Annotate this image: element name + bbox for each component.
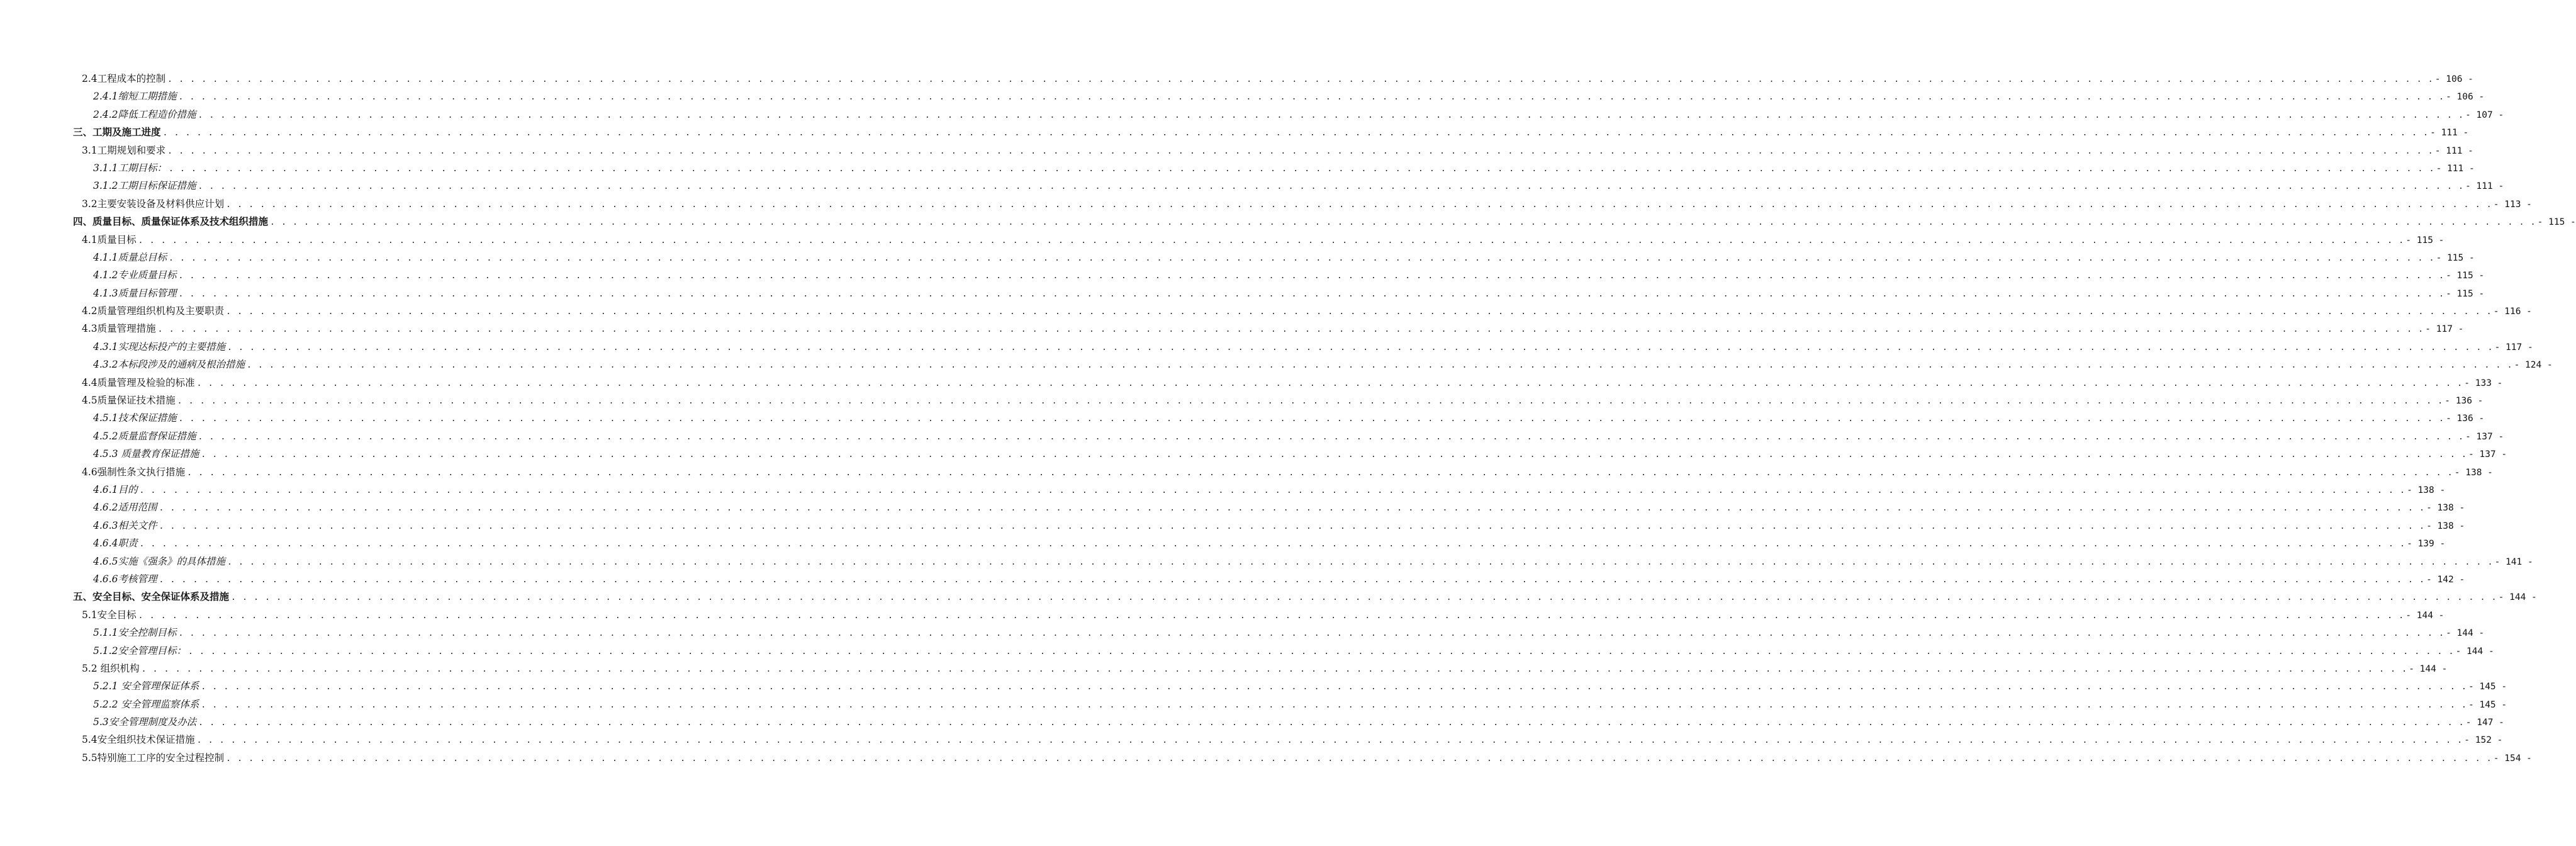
toc-entry-title: 5.2.1 安全管理保证体系 [93,680,199,692]
toc-dot-leader: . . . . . . . . . . . . . . . . . . . . . . . . . . . . . . . . . . . . . . . . . . . . . . . . . . . . . . . . . . . . . . . . . . . . . . . . . . . . . . . . . . . . . . . . . . . . . . . . . . . . . . . . . . . . . . . . . . . . . . . . . . . . . . . . . . . . . . . . . . . . . . . . . . . . . . . . . . . . . . . . . . . . . . . . . . . . . . . . . . . . . . . . . . . . . . . . . . . . . . . . [188,646,2455,657]
toc-entry-title: 4.5.1技术保证措施 [93,412,177,424]
toc-page-number: - 136 - [2446,414,2485,424]
toc-dot-leader: . . . . . . . . . . . . . . . . . . . . . . . . . . . . . . . . . . . . . . . . . . . . . . . . . . . . . . . . . . . . . . . . . . . . . . . . . . . . . . . . . . . . . . . . . . . . . . . . . . . . . . . . . . . . . . . . . . . . . . . . . . . . . . . . . . . . . . . . . . . . . . . . . . . . . . . . . . . . . . . . . . . . . . . . . . . . . . . . . . . . . . . . . . . . . . . . . . . . . . . . [201,700,2468,710]
toc-dot-leader: . . . . . . . . . . . . . . . . . . . . . . . . . . . . . . . . . . . . . . . . . . . . . . . . . . . . . . . . . . . . . . . . . . . . . . . . . . . . . . . . . . . . . . . . . . . . . . . . . . . . . . . . . . . . . . . . . . . . . . . . . . . . . . . . . . . . . . . . . . . . . . . . . . . . . . . . . . . . . . . . . . . . . . . . . . . . . . . . . . . . . . . . . . . . . . . . . . . . . . . . [198,182,2465,192]
toc-dot-leader: . . . . . . . . . . . . . . . . . . . . . . . . . . . . . . . . . . . . . . . . . . . . . . . . . . . . . . . . . . . . . . . . . . . . . . . . . . . . . . . . . . . . . . . . . . . . . . . . . . . . . . . . . . . . . . . . . . . . . . . . . . . . . . . . . . . . . . . . . . . . . . . . . . . . . . . . . . . . . . . . . . . . . . . . . . . . . . . . . . . . . . . . . . . . . . . . . . . . . . . . [227,342,2494,352]
toc-page-number: - 137 - [2468,449,2507,460]
toc-entry-level-3[interactable] [0,553,2533,570]
toc-entry-level-3[interactable] [0,642,2494,660]
toc-entry-line [93,445,2507,464]
toc-page-number: - 117 - [2425,324,2464,335]
toc-page-number: - 138 - [2407,485,2446,495]
toc-dot-leader: . . . . . . . . . . . . . . . . . . . . . . . . . . . . . . . . . . . . . . . . . . . . . . . . . . . . . . . . . . . . . . . . . . . . . . . . . . . . . . . . . . . . . . . . . . . . . . . . . . . . . . . . . . . . . . . . . . . . . . . . . . . . . . . . . . . . . . . . . . . . . . . . . . . . . . . . . . . . . . . . . . . . . . . . . . . . . . . . . . . . . . . . . . . . . . . . . . . . . . . . [177,397,2444,407]
toc-entry-title: 3.1.1工期目标： [93,162,167,174]
toc-dot-leader: . . . . . . . . . . . . . . . . . . . . . . . . . . . . . . . . . . . . . . . . . . . . . . . . . . . . . . . . . . . . . . . . . . . . . . . . . . . . . . . . . . . . . . . . . . . . . . . . . . . . . . . . . . . . . . . . . . . . . . . . . . . . . . . . . . . . . . . . . . . . . . . . . . . . . . . . . . . . . . . . . . . . . . . . . . . . . . . . . . . . . . . . . . . . . . . . . . . . . . . . [167,75,2434,84]
toc-entry-line [93,249,2475,268]
toc-entry-line [93,553,2533,572]
toc-entry-title: 4.6.5实施《强条》的具体措施 [93,555,225,567]
toc-entry-line [82,606,2444,625]
toc-entry-level-1[interactable] [0,213,2576,230]
toc-entry-title: 2.4.1缩短工期措施 [93,91,177,103]
toc-entry-title: 3.1工期规划和要求 [82,144,166,156]
toc-entry-line [93,713,2504,732]
toc-entry-line [82,142,2473,161]
toc-entry-title: 五、安全目标、安全保证体系及措施 [73,591,230,603]
toc-entry-level-3[interactable] [0,445,2507,463]
toc-entry-title: 5.5特别施工工序的安全过程控制 [82,752,225,764]
toc-entry-title: 4.1.2专业质量目标 [93,269,177,281]
toc-entry-title: 4.6.4职责 [93,538,138,550]
toc-page-number: - 115 - [2446,271,2485,281]
toc-entry-level-2[interactable] [0,749,2532,767]
toc-entry-title: 2.4.2降低工程造价措施 [93,108,196,120]
toc-page-number: - 138 - [2454,467,2493,478]
toc-entry-line [93,677,2507,696]
toc-entry-line [93,642,2494,661]
toc-dot-leader: . . . . . . . . . . . . . . . . . . . . . . . . . . . . . . . . . . . . . . . . . . . . . . . . . . . . . . . . . . . . . . . . . . . . . . . . . . . . . . . . . . . . . . . . . . . . . . . . . . . . . . . . . . . . . . . . . . . . . . . . . . . . . . . . . . . . . . . . . . . . . . . . . . . . . . . . . . . . . . . . . . . . . . . . . . . . . . . . . . . . . . . . . . . . . . . . . . . . . . . . [157,325,2424,335]
toc-entry-level-3[interactable] [0,87,2485,105]
toc-entry-title: 4.3.1实现达标投产的主要措施 [93,341,225,352]
toc-entry-level-3[interactable] [0,266,2485,284]
toc-entry-level-3[interactable] [0,356,2553,373]
toc-entry-title: 3.1.2工期目标保证措施 [93,180,196,192]
toc-dot-leader: . . . . . . . . . . . . . . . . . . . . . . . . . . . . . . . . . . . . . . . . . . . . . . . . . . . . . . . . . . . . . . . . . . . . . . . . . . . . . . . . . . . . . . . . . . . . . . . . . . . . . . . . . . . . . . . . . . . . . . . . . . . . . . . . . . . . . . . . . . . . . . . . . . . . . . . . . . . . . . . . . . . . . . . . . . . . . . . . . . . . . . . . . . . . . . . . . . . . . . . . [187,468,2453,478]
toc-entry-title: 4.6强制性条文执行措施 [82,466,186,478]
toc-entry-title: 3.2主要安装设备及材料供应计划 [82,198,225,210]
toc-entry-line [82,463,2493,482]
toc-entry-line [93,409,2485,428]
toc-page-number: - 133 - [2464,378,2503,388]
toc-page-number: - 111 - [2436,163,2475,174]
toc-page-number: - 115 - [2405,235,2444,245]
toc-page-number: - 145 - [2468,682,2507,692]
toc-entry-level-3[interactable] [0,499,2465,516]
toc-entry-line [93,696,2507,714]
toc-entry-line [93,534,2446,553]
toc-entry-line [93,499,2465,517]
toc-page-number: - 111 - [2434,145,2473,156]
toc-dot-leader: . . . . . . . . . . . . . . . . . . . . . . . . . . . . . . . . . . . . . . . . . . . . . . . . . . . . . . . . . . . . . . . . . . . . . . . . . . . . . . . . . . . . . . . . . . . . . . . . . . . . . . . . . . . . . . . . . . . . . . . . . . . . . . . . . . . . . . . . . . . . . . . . . . . . . . . . . . . . . . . . . . . . . . . . . . . . . . . . . . . . . . . . . . . . . . . . . . . . . . . . [227,557,2494,567]
toc-entry-title: 4.4质量管理及检验的标准 [82,376,195,388]
toc-entry-level-2[interactable] [0,195,2532,213]
toc-entry-title: 三、工期及施工进度 [73,127,161,138]
toc-entry-title: 四、质量目标、质量保证体系及技术组织措施 [73,216,269,228]
toc-page-number: - 116 - [2493,307,2532,317]
toc-entry-title: 4.5.2质量监督保证措施 [93,430,196,442]
toc-entry-title: 4.6.3相关文件 [93,519,157,531]
toc-entry-title: 4.6.1目的 [93,483,138,495]
toc-entry-line [93,285,2485,303]
toc-entry-level-3[interactable] [0,159,2475,177]
toc-entry-level-3[interactable] [0,285,2485,302]
toc-page-number: - 138 - [2426,503,2465,514]
toc-dot-leader: . . . . . . . . . . . . . . . . . . . . . . . . . . . . . . . . . . . . . . . . . . . . . . . . . . . . . . . . . . . . . . . . . . . . . . . . . . . . . . . . . . . . . . . . . . . . . . . . . . . . . . . . . . . . . . . . . . . . . . . . . . . . . . . . . . . . . . . . . . . . . . . . . . . . . . . . . . . . . . . . . . . . . . . . . . . . . . . . . . . . . . . . . . . . . . . . . . . . . . . . [139,539,2406,550]
toc-dot-leader: . . . . . . . . . . . . . . . . . . . . . . . . . . . . . . . . . . . . . . . . . . . . . . . . . . . . . . . . . . . . . . . . . . . . . . . . . . . . . . . . . . . . . . . . . . . . . . . . . . . . . . . . . . . . . . . . . . . . . . . . . . . . . . . . . . . . . . . . . . . . . . . . . . . . . . . . . . . . . . . . . . . . . . . . . . . . . . . . . . . . . . . . . . . . . . . . . . . . . . . . [270,218,2536,228]
toc-entry-level-2[interactable] [0,70,2473,87]
toc-entry-line [82,731,2503,750]
toc-dot-leader: . . . . . . . . . . . . . . . . . . . . . . . . . . . . . . . . . . . . . . . . . . . . . . . . . . . . . . . . . . . . . . . . . . . . . . . . . . . . . . . . . . . . . . . . . . . . . . . . . . . . . . . . . . . . . . . . . . . . . . . . . . . . . . . . . . . . . . . . . . . . . . . . . . . . . . . . . . . . . . . . . . . . . . . . . . . . . . . . . . . . . . . . . . . . . . . . . . . . . . . . [138,235,2405,245]
toc-entry-line [93,481,2446,500]
toc-entry-level-2[interactable] [0,392,2484,409]
toc-entry-title: 4.6.2适用范围 [93,502,157,514]
toc-entry-line [93,427,2504,446]
toc-entry-line [93,106,2504,125]
toc-entry-level-2[interactable] [0,302,2532,320]
toc-entry-line [93,624,2485,643]
toc-page-number: - 139 - [2407,539,2446,550]
toc-entry-title: 4.5质量保证技术措施 [82,395,176,407]
toc-page-number: - 124 - [2514,360,2553,371]
toc-entry-line [82,392,2484,410]
toc-entry-level-2[interactable] [0,660,2448,677]
toc-entry-level-2[interactable] [0,231,2444,249]
toc-entry-line [73,123,2469,142]
toc-entry-title: 5.1.2安全管理目标： [93,645,186,657]
toc-entry-level-3[interactable] [0,427,2504,445]
toc-dot-leader: . . . . . . . . . . . . . . . . . . . . . . . . . . . . . . . . . . . . . . . . . . . . . . . . . . . . . . . . . . . . . . . . . . . . . . . . . . . . . . . . . . . . . . . . . . . . . . . . . . . . . . . . . . . . . . . . . . . . . . . . . . . . . . . . . . . . . . . . . . . . . . . . . . . . . . . . . . . . . . . . . . . . . . . . . . . . . . . . . . . . . . . . . . . . . . . . . . . . . . . . [201,682,2468,692]
toc-entry-title: 5.1.1安全控制目标 [93,627,177,639]
toc-page-number: - 111 - [2465,181,2504,192]
toc-page-number: - 142 - [2426,574,2465,585]
toc-entry-title: 4.3质量管理措施 [82,323,156,335]
toc-entry-level-3[interactable] [0,481,2446,499]
toc-dot-leader: . . . . . . . . . . . . . . . . . . . . . . . . . . . . . . . . . . . . . . . . . . . . . . . . . . . . . . . . . . . . . . . . . . . . . . . . . . . . . . . . . . . . . . . . . . . . . . . . . . . . . . . . . . . . . . . . . . . . . . . . . . . . . . . . . . . . . . . . . . . . . . . . . . . . . . . . . . . . . . . . . . . . . . . . . . . . . . . . . . . . . . . . . . . . . . . . . . . . . . . . [196,378,2463,388]
toc-dot-leader: . . . . . . . . . . . . . . . . . . . . . . . . . . . . . . . . . . . . . . . . . . . . . . . . . . . . . . . . . . . . . . . . . . . . . . . . . . . . . . . . . . . . . . . . . . . . . . . . . . . . . . . . . . . . . . . . . . . . . . . . . . . . . . . . . . . . . . . . . . . . . . . . . . . . . . . . . . . . . . . . . . . . . . . . . . . . . . . . . . . . . . . . . . . . . . . . . . . . . . . . [178,414,2445,424]
toc-entry-line [82,320,2464,339]
toc-page-number: - 147 - [2465,718,2504,728]
toc-page-number: - 138 - [2426,521,2465,531]
toc-page-number: - 115 - [2537,217,2576,228]
toc-entry-title: 5.4安全组织技术保证措施 [82,734,195,746]
toc-page-number: - 113 - [2493,199,2532,210]
toc-page-number: - 115 - [2446,288,2485,299]
toc-entry-line [73,213,2576,232]
toc-dot-leader: . . . . . . . . . . . . . . . . . . . . . . . . . . . . . . . . . . . . . . . . . . . . . . . . . . . . . . . . . . . . . . . . . . . . . . . . . . . . . . . . . . . . . . . . . . . . . . . . . . . . . . . . . . . . . . . . . . . . . . . . . . . . . . . . . . . . . . . . . . . . . . . . . . . . . . . . . . . . . . . . . . . . . . . . . . . . . . . . . . . . . . . . . . . . . . . . . . . . . . . . [168,164,2435,174]
toc-dot-leader: . . . . . . . . . . . . . . . . . . . . . . . . . . . . . . . . . . . . . . . . . . . . . . . . . . . . . . . . . . . . . . . . . . . . . . . . . . . . . . . . . . . . . . . . . . . . . . . . . . . . . . . . . . . . . . . . . . . . . . . . . . . . . . . . . . . . . . . . . . . . . . . . . . . . . . . . . . . . . . . . . . . . . . . . . . . . . . . . . . . . . . . . . . . . . . . . . . . . . . . . [198,718,2465,728]
toc-entry-line [93,570,2465,589]
toc-page-number: - 111 - [2430,128,2469,138]
table-of-contents [0,70,2576,767]
toc-entry-level-3[interactable] [0,713,2504,731]
toc-dot-leader: . . . . . . . . . . . . . . . . . . . . . . . . . . . . . . . . . . . . . . . . . . . . . . . . . . . . . . . . . . . . . . . . . . . . . . . . . . . . . . . . . . . . . . . . . . . . . . . . . . . . . . . . . . . . . . . . . . . . . . . . . . . . . . . . . . . . . . . . . . . . . . . . . . . . . . . . . . . . . . . . . . . . . . . . . . . . . . . . . . . . . . . . . . . . . . . . . . . . . . . . [168,253,2435,263]
toc-dot-leader: . . . . . . . . . . . . . . . . . . . . . . . . . . . . . . . . . . . . . . . . . . . . . . . . . . . . . . . . . . . . . . . . . . . . . . . . . . . . . . . . . . . . . . . . . . . . . . . . . . . . . . . . . . . . . . . . . . . . . . . . . . . . . . . . . . . . . . . . . . . . . . . . . . . . . . . . . . . . . . . . . . . . . . . . . . . . . . . . . . . . . . . . . . . . . . . . . . . . . . . . [162,128,2429,138]
toc-entry-level-3[interactable] [0,624,2485,641]
toc-entry-level-3[interactable] [0,249,2475,266]
toc-dot-leader: . . . . . . . . . . . . . . . . . . . . . . . . . . . . . . . . . . . . . . . . . . . . . . . . . . . . . . . . . . . . . . . . . . . . . . . . . . . . . . . . . . . . . . . . . . . . . . . . . . . . . . . . . . . . . . . . . . . . . . . . . . . . . . . . . . . . . . . . . . . . . . . . . . . . . . . . . . . . . . . . . . . . . . . . . . . . . . . . . . . . . . . . . . . . . . . . . . . . . . . . [198,110,2465,120]
toc-entry-level-2[interactable] [0,463,2493,481]
toc-entry-line [82,374,2503,393]
toc-page-number: - 141 - [2494,556,2533,567]
toc-entry-level-1[interactable] [0,588,2537,606]
toc-entry-line [93,338,2533,357]
toc-entry-level-2[interactable] [0,142,2473,159]
toc-page-number: - 107 - [2465,110,2504,120]
toc-page-number: - 144 - [2405,610,2444,621]
toc-dot-leader: . . . . . . . . . . . . . . . . . . . . . . . . . . . . . . . . . . . . . . . . . . . . . . . . . . . . . . . . . . . . . . . . . . . . . . . . . . . . . . . . . . . . . . . . . . . . . . . . . . . . . . . . . . . . . . . . . . . . . . . . . . . . . . . . . . . . . . . . . . . . . . . . . . . . . . . . . . . . . . . . . . . . . . . . . . . . . . . . . . . . . . . . . . . . . . . . . . . . . . . . [178,93,2445,103]
toc-dot-leader: . . . . . . . . . . . . . . . . . . . . . . . . . . . . . . . . . . . . . . . . . . . . . . . . . . . . . . . . . . . . . . . . . . . . . . . . . . . . . . . . . . . . . . . . . . . . . . . . . . . . . . . . . . . . . . . . . . . . . . . . . . . . . . . . . . . . . . . . . . . . . . . . . . . . . . . . . . . . . . . . . . . . . . . . . . . . . . . . . . . . . . . . . . . . . . . . . . . . . . . . [246,361,2513,371]
toc-page-number: - 117 - [2494,342,2533,352]
toc-entry-line [93,266,2485,285]
toc-entry-line [93,177,2504,196]
toc-entry-title: 4.1.1质量总目标 [93,251,167,263]
toc-entry-line [82,70,2473,89]
toc-entry-level-3[interactable] [0,338,2533,356]
toc-entry-level-2[interactable] [0,606,2444,624]
toc-entry-level-1[interactable] [0,123,2469,141]
toc-page-number: - 136 - [2444,396,2484,407]
toc-entry-level-3[interactable] [0,677,2507,695]
toc-page-number: - 115 - [2436,252,2475,263]
toc-dot-leader: . . . . . . . . . . . . . . . . . . . . . . . . . . . . . . . . . . . . . . . . . . . . . . . . . . . . . . . . . . . . . . . . . . . . . . . . . . . . . . . . . . . . . . . . . . . . . . . . . . . . . . . . . . . . . . . . . . . . . . . . . . . . . . . . . . . . . . . . . . . . . . . . . . . . . . . . . . . . . . . . . . . . . . . . . . . . . . . . . . . . . . . . . . . . . . . . . . . . . . . . [141,664,2408,674]
toc-entry-title: 4.1.3质量目标管理 [93,287,177,299]
toc-entry-title: 5.1安全目标 [82,609,137,621]
toc-dot-leader: . . . . . . . . . . . . . . . . . . . . . . . . . . . . . . . . . . . . . . . . . . . . . . . . . . . . . . . . . . . . . . . . . . . . . . . . . . . . . . . . . . . . . . . . . . . . . . . . . . . . . . . . . . . . . . . . . . . . . . . . . . . . . . . . . . . . . . . . . . . . . . . . . . . . . . . . . . . . . . . . . . . . . . . . . . . . . . . . . . . . . . . . . . . . . . . . . . . . . . . . [178,629,2445,639]
toc-entry-title: 5.2.2 安全管理监察体系 [93,698,199,710]
toc-entry-level-3[interactable] [0,570,2465,588]
toc-entry-title: 4.5.3 质量教育保证措施 [93,448,199,460]
toc-dot-leader: . . . . . . . . . . . . . . . . . . . . . . . . . . . . . . . . . . . . . . . . . . . . . . . . . . . . . . . . . . . . . . . . . . . . . . . . . . . . . . . . . . . . . . . . . . . . . . . . . . . . . . . . . . . . . . . . . . . . . . . . . . . . . . . . . . . . . . . . . . . . . . . . . . . . . . . . . . . . . . . . . . . . . . . . . . . . . . . . . . . . . . . . . . . . . . . . . . . . . . . . [138,611,2405,621]
toc-entry-level-3[interactable] [0,534,2446,552]
toc-entry-line [93,517,2465,536]
toc-page-number: - 144 - [2409,663,2448,674]
toc-entry-line [93,159,2475,178]
toc-page-number: - 145 - [2468,699,2507,710]
toc-entry-level-3[interactable] [0,106,2504,123]
toc-page-number: - 152 - [2464,735,2503,746]
toc-entry-title: 5.3安全管理制度及办法 [93,716,197,728]
toc-entry-line [82,660,2448,679]
toc-dot-leader: . . . . . . . . . . . . . . . . . . . . . . . . . . . . . . . . . . . . . . . . . . . . . . . . . . . . . . . . . . . . . . . . . . . . . . . . . . . . . . . . . . . . . . . . . . . . . . . . . . . . . . . . . . . . . . . . . . . . . . . . . . . . . . . . . . . . . . . . . . . . . . . . . . . . . . . . . . . . . . . . . . . . . . . . . . . . . . . . . . . . . . . . . . . . . . . . . . . . . . . . [226,200,2492,210]
toc-dot-leader: . . . . . . . . . . . . . . . . . . . . . . . . . . . . . . . . . . . . . . . . . . . . . . . . . . . . . . . . . . . . . . . . . . . . . . . . . . . . . . . . . . . . . . . . . . . . . . . . . . . . . . . . . . . . . . . . . . . . . . . . . . . . . . . . . . . . . . . . . . . . . . . . . . . . . . . . . . . . . . . . . . . . . . . . . . . . . . . . . . . . . . . . . . . . . . . . . . . . . . . . [198,432,2465,442]
toc-entry-level-2[interactable] [0,731,2503,748]
toc-entry-title: 4.6.6考核管理 [93,573,157,585]
toc-dot-leader: . . . . . . . . . . . . . . . . . . . . . . . . . . . . . . . . . . . . . . . . . . . . . . . . . . . . . . . . . . . . . . . . . . . . . . . . . . . . . . . . . . . . . . . . . . . . . . . . . . . . . . . . . . . . . . . . . . . . . . . . . . . . . . . . . . . . . . . . . . . . . . . . . . . . . . . . . . . . . . . . . . . . . . . . . . . . . . . . . . . . . . . . . . . . . . . . . . . . . . . . [201,450,2468,460]
toc-dot-leader: . . . . . . . . . . . . . . . . . . . . . . . . . . . . . . . . . . . . . . . . . . . . . . . . . . . . . . . . . . . . . . . . . . . . . . . . . . . . . . . . . . . . . . . . . . . . . . . . . . . . . . . . . . . . . . . . . . . . . . . . . . . . . . . . . . . . . . . . . . . . . . . . . . . . . . . . . . . . . . . . . . . . . . . . . . . . . . . . . . . . . . . . . . . . . . . . . . . . . . . . [226,753,2492,764]
toc-entry-line [82,302,2532,321]
toc-entry-line [82,749,2532,768]
toc-dot-leader: . . . . . . . . . . . . . . . . . . . . . . . . . . . . . . . . . . . . . . . . . . . . . . . . . . . . . . . . . . . . . . . . . . . . . . . . . . . . . . . . . . . . . . . . . . . . . . . . . . . . . . . . . . . . . . . . . . . . . . . . . . . . . . . . . . . . . . . . . . . . . . . . . . . . . . . . . . . . . . . . . . . . . . . . . . . . . . . . . . . . . . . . . . . . . . . . . . . . . . . . [178,271,2445,281]
toc-entry-level-3[interactable] [0,696,2507,713]
toc-entry-line [82,231,2444,250]
toc-dot-leader: . . . . . . . . . . . . . . . . . . . . . . . . . . . . . . . . . . . . . . . . . . . . . . . . . . . . . . . . . . . . . . . . . . . . . . . . . . . . . . . . . . . . . . . . . . . . . . . . . . . . . . . . . . . . . . . . . . . . . . . . . . . . . . . . . . . . . . . . . . . . . . . . . . . . . . . . . . . . . . . . . . . . . . . . . . . . . . . . . . . . . . . . . . . . . . . . . . . . . . . . [231,593,2497,603]
toc-dot-leader: . . . . . . . . . . . . . . . . . . . . . . . . . . . . . . . . . . . . . . . . . . . . . . . . . . . . . . . . . . . . . . . . . . . . . . . . . . . . . . . . . . . . . . . . . . . . . . . . . . . . . . . . . . . . . . . . . . . . . . . . . . . . . . . . . . . . . . . . . . . . . . . . . . . . . . . . . . . . . . . . . . . . . . . . . . . . . . . . . . . . . . . . . . . . . . . . . . . . . . . . [159,521,2426,531]
toc-dot-leader: . . . . . . . . . . . . . . . . . . . . . . . . . . . . . . . . . . . . . . . . . . . . . . . . . . . . . . . . . . . . . . . . . . . . . . . . . . . . . . . . . . . . . . . . . . . . . . . . . . . . . . . . . . . . . . . . . . . . . . . . . . . . . . . . . . . . . . . . . . . . . . . . . . . . . . . . . . . . . . . . . . . . . . . . . . . . . . . . . . . . . . . . . . . . . . . . . . . . . . . . [159,575,2426,585]
toc-page-number: - 106 - [2434,74,2473,84]
toc-dot-leader: . . . . . . . . . . . . . . . . . . . . . . . . . . . . . . . . . . . . . . . . . . . . . . . . . . . . . . . . . . . . . . . . . . . . . . . . . . . . . . . . . . . . . . . . . . . . . . . . . . . . . . . . . . . . . . . . . . . . . . . . . . . . . . . . . . . . . . . . . . . . . . . . . . . . . . . . . . . . . . . . . . . . . . . . . . . . . . . . . . . . . . . . . . . . . . . . . . . . . . . . [139,485,2406,495]
toc-entry-title: 4.1质量目标 [82,234,137,245]
toc-entry-level-3[interactable] [0,409,2485,427]
toc-entry-level-3[interactable] [0,517,2465,534]
toc-page-number: - 144 - [2455,646,2494,657]
toc-entry-line [73,588,2537,607]
toc-entry-title: 5.2 组织机构 [82,662,140,674]
toc-dot-leader: . . . . . . . . . . . . . . . . . . . . . . . . . . . . . . . . . . . . . . . . . . . . . . . . . . . . . . . . . . . . . . . . . . . . . . . . . . . . . . . . . . . . . . . . . . . . . . . . . . . . . . . . . . . . . . . . . . . . . . . . . . . . . . . . . . . . . . . . . . . . . . . . . . . . . . . . . . . . . . . . . . . . . . . . . . . . . . . . . . . . . . . . . . . . . . . . . . . . . . . . [167,146,2434,156]
toc-dot-leader: . . . . . . . . . . . . . . . . . . . . . . . . . . . . . . . . . . . . . . . . . . . . . . . . . . . . . . . . . . . . . . . . . . . . . . . . . . . . . . . . . . . . . . . . . . . . . . . . . . . . . . . . . . . . . . . . . . . . . . . . . . . . . . . . . . . . . . . . . . . . . . . . . . . . . . . . . . . . . . . . . . . . . . . . . . . . . . . . . . . . . . . . . . . . . . . . . . . . . . . . [178,289,2445,299]
toc-entry-title: 4.3.2本标段涉及的通病及根治措施 [93,359,245,371]
toc-entry-title: 2.4工程成本的控制 [82,73,166,84]
toc-page-number: - 144 - [2446,628,2485,639]
toc-page-number: - 137 - [2465,431,2504,442]
toc-dot-leader: . . . . . . . . . . . . . . . . . . . . . . . . . . . . . . . . . . . . . . . . . . . . . . . . . . . . . . . . . . . . . . . . . . . . . . . . . . . . . . . . . . . . . . . . . . . . . . . . . . . . . . . . . . . . . . . . . . . . . . . . . . . . . . . . . . . . . . . . . . . . . . . . . . . . . . . . . . . . . . . . . . . . . . . . . . . . . . . . . . . . . . . . . . . . . . . . . . . . . . . . [226,307,2492,317]
toc-dot-leader: . . . . . . . . . . . . . . . . . . . . . . . . . . . . . . . . . . . . . . . . . . . . . . . . . . . . . . . . . . . . . . . . . . . . . . . . . . . . . . . . . . . . . . . . . . . . . . . . . . . . . . . . . . . . . . . . . . . . . . . . . . . . . . . . . . . . . . . . . . . . . . . . . . . . . . . . . . . . . . . . . . . . . . . . . . . . . . . . . . . . . . . . . . . . . . . . . . . . . . . . [159,504,2426,514]
toc-entry-line [82,195,2532,214]
toc-entry-level-3[interactable] [0,177,2504,195]
toc-page-number: - 144 - [2498,592,2537,603]
toc-entry-level-2[interactable] [0,374,2503,392]
toc-entry-level-2[interactable] [0,320,2464,337]
toc-entry-title: 4.2质量管理组织机构及主要职责 [82,305,225,317]
toc-dot-leader: . . . . . . . . . . . . . . . . . . . . . . . . . . . . . . . . . . . . . . . . . . . . . . . . . . . . . . . . . . . . . . . . . . . . . . . . . . . . . . . . . . . . . . . . . . . . . . . . . . . . . . . . . . . . . . . . . . . . . . . . . . . . . . . . . . . . . . . . . . . . . . . . . . . . . . . . . . . . . . . . . . . . . . . . . . . . . . . . . . . . . . . . . . . . . . . . . . . . . . . . [196,736,2463,746]
toc-entry-line [93,356,2553,375]
toc-entry-line [93,87,2485,106]
toc-page-number: - 154 - [2493,753,2532,764]
toc-page-number: - 106 - [2446,92,2485,103]
